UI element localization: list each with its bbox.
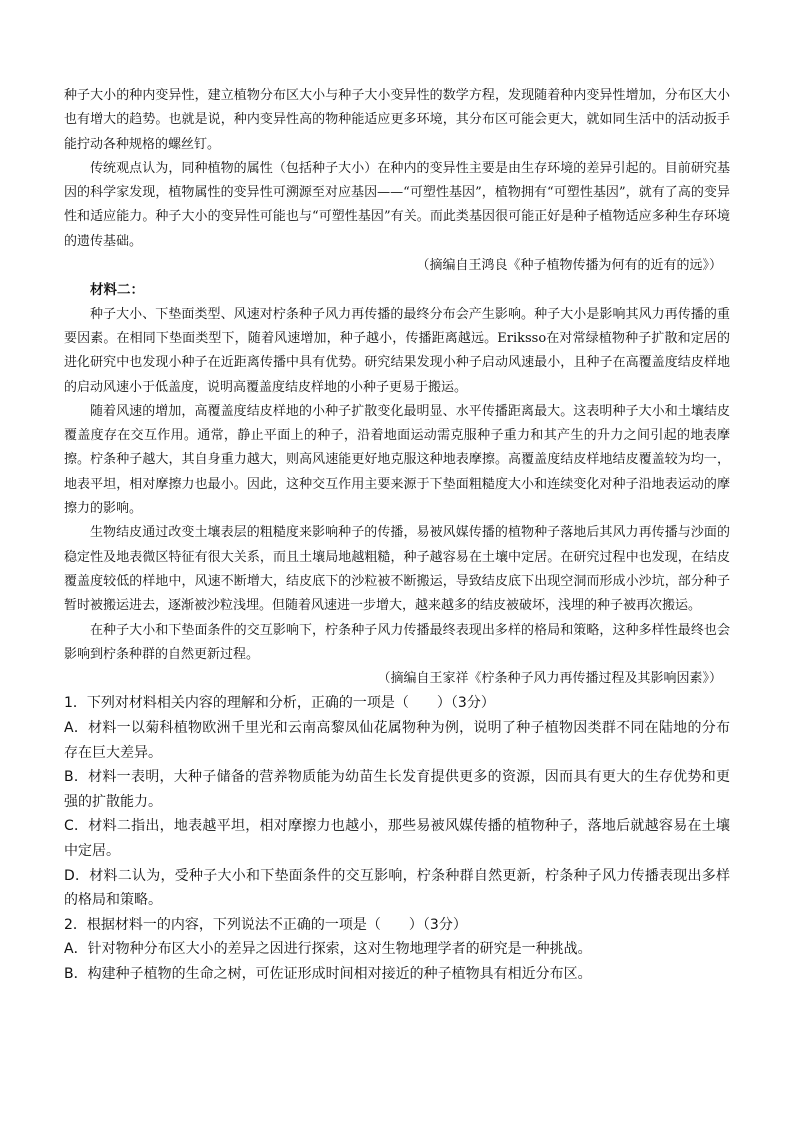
- material2-paragraph-2: 随着风速的增加，高覆盖度结皮样地的小种子扩散变化最明显、水平传播距离最大。这表明种子大小和土壤结皮覆盖度存在交互作用。通常，静止平面上的种子，沿着地面运动需克服种子重力和其产生的升力之间引起的地表摩擦。柠条种子越大，其自身重力越大，则高风速能更好地克服这种地表摩擦。高覆盖度结皮样地结皮覆盖较为均一，地表平坦，相对摩擦力也最小。因此，这种交互作用主要来源于下垫面粗糙度大小和连续变化对种子沿地表运动的摩擦力的影响。: [64, 403, 730, 517]
- question-1-stem: 1．下列对材料相关内容的理解和分析，正确的一项是（ ）（3分）: [64, 695, 495, 712]
- material2-paragraph-1: 种子大小、下垫面类型、风速对柠条种子风力再传播的最终分布会产生影响。种子大小是影响其风力再传播的重要因素。在相同下垫面类型下，随着风速增加，种子越小，传播距离越远。Eriksso在对常绿植物种子扩散和定居的进化研究中也发现小种子在近距离传播中具有优势。研究结果发现小种子启动风速最小，且种子在高覆盖度结皮样地的启动风速小于低盖度，说明高覆盖度结皮样地的小种子更易于搬运。: [64, 306, 730, 395]
- material1-source: （摘编自王鸿良《种子植物传播为何有的近有的远》）: [416, 258, 722, 274]
- material1-paragraph-2: 传统观点认为，同种植物的属性（包括种子大小）在种内的变异性主要是由生存环境的差异引起的。目前研究基因的科学家发现，植物属性的变异性可溯源至对应基因——“可塑性基因”，植物拥有“可塑性基因”，就有了高的变异性和适应能力。种子大小的变异性可能也与“可塑性基因”有关。而此类基因很可能正好是种子植物适应多种生存环境的遗传基础。: [64, 160, 730, 249]
- material2-paragraph-4: 在种子大小和下垫面条件的交互影响下，柠条种子风力传播最终表现出多样的格局和策略，这种多样性最终也会影响到柠条种群的自然更新过程。: [64, 622, 730, 662]
- question-1-option-d: D．材料二认为，受种子大小和下垫面条件的交互影响，柠条种群自然更新，柠条种子风力传播表现出多样的格局和策略。: [64, 867, 730, 909]
- question-1-option-b: B．材料一表明，大种子储备的营养物质能为幼苗生长发育提供更多的资源，因而具有更大的生存优势和更强的扩散能力。: [64, 769, 730, 810]
- material2-heading: 材料二：: [90, 282, 144, 299]
- question-2-option-b: B．构建种子植物的生命之树，可佐证形成时间相对接近的种子植物具有相近分布区。: [64, 965, 592, 982]
- material2-source: （摘编自王家祥《柠条种子风力再传播过程及其影响因素》）: [377, 671, 722, 687]
- document-page: [64, 84, 730, 987]
- question-2-stem: 2．根据材料一的内容，下列说法不正确的一项是（ ）（3分）: [64, 916, 467, 933]
- question-1-option-a: A．材料一以菊科植物欧洲千里光和云南高黎凤仙花属物种为例，说明了种子植物因类群不同在陆地的分布存在巨大差异。: [64, 720, 730, 761]
- question-2-option-a: A．针对物种分布区大小的差异之因进行探索，这对生物地理学者的研究是一种挑战。: [64, 941, 592, 958]
- material1-paragraph-1: 种子大小的种内变异性，建立植物分布区大小与种子大小变异性的数学方程，发现随着种内变异性增加，分布区大小也有增大的趋势。也就是说，种内变异性高的物种能适应更多环境，其分布区可能会更大，就如同生活中的活动扳手能拧动各种规格的螺丝钉。: [64, 88, 730, 152]
- material2-paragraph-3: 生物结皮通过改变土壤表层的粗糙度来影响种子的传播，易被风媒传播的植物种子落地后其风力再传播与沙面的稳定性及地表微区特征有很大关系，而且土壤局地越粗糙，种子越容易在土壤中定居。在研究过程中也发现，在结皮覆盖度较低的样地中，风速不断增大，结皮底下的沙粒被不断搬运，导致结皮底下出现空洞而形成小沙坑，部分种子暂时被搬运进去，逐渐被沙粒浅埋。但随着风速进一步增大，越来越多的结皮被破坏，浅埋的种子被再次搬运。: [64, 525, 730, 614]
- question-1-option-c: C．材料二指出，地表越平坦，相对摩擦力也越小，那些易被风媒传播的植物种子，落地后就越容易在土壤中定居。: [64, 818, 730, 859]
